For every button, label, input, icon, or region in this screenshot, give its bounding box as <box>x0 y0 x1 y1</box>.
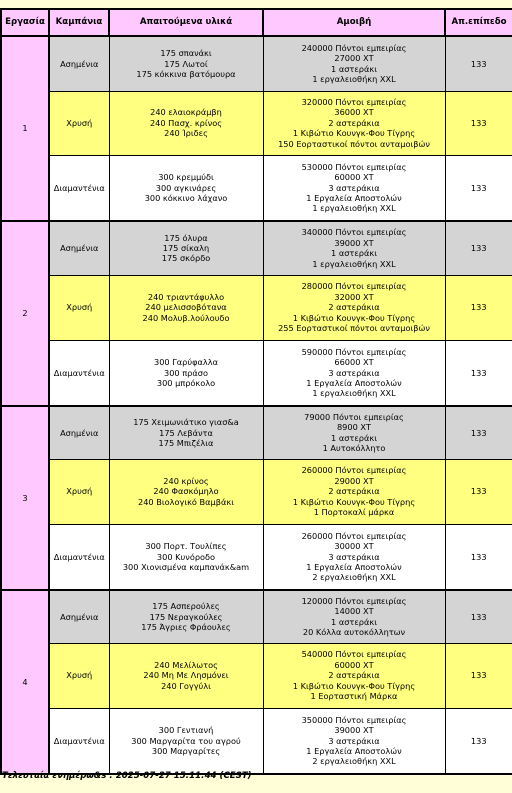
table-row <box>1 91 512 155</box>
reward-cell-line: 1 Εργαλεία Αποστολών <box>306 377 402 388</box>
header-level: Απ.επίπεδο <box>445 9 512 36</box>
table-row <box>1 524 512 590</box>
materials-cell <box>109 36 263 91</box>
campaign-cell: Χρυσή <box>49 91 109 155</box>
materials-cell-line: 175 σπανάκι <box>160 48 212 59</box>
campaign-cell: Ασημένια <box>49 590 109 643</box>
header-materials: Απαιτούμενα υλικά <box>109 9 263 36</box>
reward-cell-line: 255 Εορταστικοί πόντοι ανταμοιβών <box>278 323 430 334</box>
reward-cell-line: 280000 Πόντοι εμπειρίας <box>301 281 407 292</box>
table-row <box>1 643 512 708</box>
reward-cell-line: 29000 ΧΤ <box>334 475 374 486</box>
reward-cell-line: 1 Αυτοκόλλητο <box>322 443 386 454</box>
table-row <box>1 459 512 524</box>
table-row <box>1 275 512 340</box>
reward-cell-line: 39000 ΧΤ <box>334 237 374 248</box>
materials-cell-line: 175 όλυρα <box>164 232 208 243</box>
level-cell: 133 <box>445 459 512 524</box>
materials-cell <box>109 524 263 590</box>
materials-cell <box>109 590 263 643</box>
reward-cell <box>263 459 445 524</box>
materials-cell-line: 300 αγκινάρες <box>155 182 217 193</box>
level-cell: 133 <box>445 221 512 275</box>
reward-cell-line: 1 αστεράκι <box>331 63 377 74</box>
reward-cell <box>263 340 445 406</box>
table-row <box>1 708 512 774</box>
reward-cell-line: 530000 Πόντοι εμπειρίας <box>301 161 407 172</box>
reward-cell-line: 1 Κιβώτιο Κουνγκ-Φου Τίγρης <box>292 312 416 323</box>
table-row <box>1 155 512 221</box>
reward-cell-line: 1 εργαλειοθήκη XXL <box>312 258 396 269</box>
level-cell: 133 <box>445 708 512 774</box>
reward-cell-line: 2 αστεράκια <box>328 670 380 681</box>
materials-cell-line: 240 Πασχ. κρίνος <box>149 117 223 128</box>
materials-cell-line: 300 κρεμμύδι <box>158 172 214 183</box>
last-updated: Τελευταία ενημέρω&s : 2025-07-27 15:11:44 (CEST) <box>2 771 252 781</box>
reward-cell-line: 1 Εργαλεία Αποστολών <box>306 561 402 572</box>
reward-cell-line: 240000 Πόντοι εμπειρίας <box>301 42 407 53</box>
reward-cell-line: 20 Κόλλα αυτοκόλλητων <box>302 627 406 638</box>
table-body <box>1 36 512 774</box>
table-row <box>1 340 512 406</box>
materials-cell-line: 240 μελισσοβότανα <box>145 302 227 313</box>
reward-cell-line: 260000 Πόντοι εμπειρίας <box>301 530 407 541</box>
materials-cell <box>109 155 263 221</box>
reward-cell-line: 8900 ΧΤ <box>336 422 372 433</box>
materials-cell-line: 175 Χειμωνιάτικο γιασ&a <box>133 417 239 428</box>
materials-cell <box>109 275 263 340</box>
reward-cell-line: 3 αστεράκια <box>328 367 380 378</box>
reward-cell <box>263 221 445 275</box>
materials-cell-line: 175 Νεραγκούλες <box>149 611 223 622</box>
reward-cell <box>263 524 445 590</box>
reward-cell-line: 1 αστεράκι <box>331 248 377 259</box>
reward-cell-line: 30000 ΧΤ <box>334 541 374 552</box>
materials-cell-line: 240 Μολυβ.λούλουδο <box>142 312 230 323</box>
materials-cell-line: 300 Γεντιανή <box>158 725 214 736</box>
reward-cell <box>263 36 445 91</box>
reward-cell-line: 590000 Πόντοι εμπειρίας <box>301 346 407 357</box>
reward-cell-line: 2 εργαλειοθήκη XXL <box>312 756 396 767</box>
reward-cell-line: 60000 ΧΤ <box>334 172 374 183</box>
header-reward: Αμοιβή <box>263 9 445 36</box>
reward-cell-line: 2 αστεράκια <box>328 302 380 313</box>
reward-cell <box>263 155 445 221</box>
materials-cell <box>109 643 263 708</box>
table-row <box>1 590 512 643</box>
reward-cell-line: 320000 Πόντοι εμπειρίας <box>301 96 407 107</box>
reward-cell-line: 1 αστεράκι <box>331 432 377 443</box>
reward-cell-line: 1 εργαλειοθήκη XXL <box>312 74 396 85</box>
campaign-cell: Διαμαντένια <box>49 155 109 221</box>
materials-cell <box>109 459 263 524</box>
reward-cell-line: 3 αστεράκια <box>328 182 380 193</box>
campaign-cell: Ασημένια <box>49 36 109 91</box>
reward-cell-line: 540000 Πόντοι εμπειρίας <box>301 649 407 660</box>
materials-cell <box>109 406 263 459</box>
campaign-cell: Ασημένια <box>49 406 109 459</box>
table-row <box>1 36 512 91</box>
materials-cell <box>109 221 263 275</box>
materials-cell-line: 240 Μη Με Λησμόνει <box>143 670 229 681</box>
materials-cell-line: 175 σίκαλη <box>162 243 210 254</box>
reward-cell <box>263 708 445 774</box>
materials-cell-line: 240 Μελίλωτος <box>154 659 218 670</box>
reward-cell <box>263 590 445 643</box>
campaign-table <box>0 8 512 775</box>
reward-cell-line: 340000 Πόντοι εμπειρίας <box>301 227 407 238</box>
reward-cell-line: 1 Κιβώτιο Κουνγκ-Φου Τίγρης <box>292 128 416 139</box>
materials-cell-line: 300 Πορτ. Τουλίπες <box>145 541 227 552</box>
reward-cell-line: 1 Εργαλεία Αποστολών <box>306 192 402 203</box>
materials-cell-line: 240 Ίριδες <box>164 128 208 139</box>
materials-cell-line: 240 ελαιοκράμβη <box>150 107 222 118</box>
level-cell: 133 <box>445 406 512 459</box>
reward-cell-line: 14000 ΧΤ <box>334 606 374 617</box>
level-cell: 133 <box>445 643 512 708</box>
campaign-cell: Χρυσή <box>49 643 109 708</box>
materials-cell <box>109 91 263 155</box>
reward-cell-line: 3 αστεράκια <box>328 735 380 746</box>
materials-cell-line: 300 μπρόκολο <box>156 377 216 388</box>
materials-cell-line: 300 Μαργαρίτες <box>151 745 221 756</box>
materials-cell-line: 300 Μαργαρίτα του αγρού <box>131 735 241 746</box>
reward-cell-line: 350000 Πόντοι εμπειρίας <box>301 714 407 725</box>
campaign-cell: Χρυσή <box>49 459 109 524</box>
reward-cell <box>263 406 445 459</box>
reward-cell-line: 1 Κιβώτιο Κουνγκ-Φου Τίγρης <box>292 496 416 507</box>
reward-cell-line: 2 αστεράκια <box>328 117 380 128</box>
materials-cell <box>109 340 263 406</box>
materials-cell-line: 175 Λωτοί <box>164 58 208 69</box>
materials-cell-line: 300 πράσο <box>164 367 208 378</box>
reward-cell-line: 79000 Πόντοι εμπειρίας <box>304 411 404 422</box>
level-cell: 133 <box>445 275 512 340</box>
materials-cell-line: 300 Γαρύφαλλα <box>153 357 218 368</box>
task-number: 4 <box>1 590 49 774</box>
level-cell: 133 <box>445 524 512 590</box>
reward-cell-line: 1 αστεράκι <box>331 616 377 627</box>
header-campaign: Καμπάνια <box>49 9 109 36</box>
materials-cell <box>109 708 263 774</box>
reward-cell <box>263 91 445 155</box>
materials-cell-line: 300 Χιονισμένα καμπανάκ&am <box>122 561 250 572</box>
table-row <box>1 221 512 275</box>
campaign-cell: Διαμαντένια <box>49 708 109 774</box>
materials-cell-line: 175 Ασπερούλες <box>152 601 220 612</box>
materials-cell-line: 175 κόκκινα βατόμουρα <box>136 68 236 79</box>
level-cell: 133 <box>445 340 512 406</box>
reward-cell-line: 1 Πορτοκαλί μάρκα <box>313 507 395 518</box>
reward-cell-line: 60000 ΧΤ <box>334 659 374 670</box>
campaign-cell: Διαμαντένια <box>49 340 109 406</box>
reward-cell-line: 27000 ΧΤ <box>334 53 374 64</box>
reward-cell-line: 1 Κιβώτιο Κουνγκ-Φου Τίγρης <box>292 680 416 691</box>
materials-cell-line: 175 σκόρδο <box>161 253 211 264</box>
header-task: Εργασία <box>1 9 49 36</box>
level-cell: 133 <box>445 155 512 221</box>
reward-cell-line: 1 εργαλειοθήκη XXL <box>312 388 396 399</box>
reward-cell-line: 2 εργαλειοθήκη XXL <box>312 572 396 583</box>
materials-cell-line: 175 Λεβάντα <box>159 427 213 438</box>
reward-cell-line: 260000 Πόντοι εμπειρίας <box>301 465 407 476</box>
task-number: 3 <box>1 406 49 590</box>
reward-cell-line: 120000 Πόντοι εμπειρίας <box>301 595 407 606</box>
materials-cell-line: 175 Μπιζέλια <box>158 437 214 448</box>
task-number: 2 <box>1 221 49 406</box>
reward-cell-line: 66000 ΧΤ <box>334 357 374 368</box>
reward-cell-line: 3 αστεράκια <box>328 551 380 562</box>
reward-cell-line: 2 αστεράκια <box>328 486 380 497</box>
campaign-cell: Ασημένια <box>49 221 109 275</box>
materials-cell-line: 300 κόκκινο λάχανο <box>144 192 228 203</box>
campaign-cell: Χρυσή <box>49 275 109 340</box>
level-cell: 133 <box>445 590 512 643</box>
level-cell: 133 <box>445 91 512 155</box>
materials-cell-line: 240 Βιολογικό Βαμβάκι <box>138 496 234 507</box>
reward-cell <box>263 643 445 708</box>
reward-cell-line: 36000 ΧΤ <box>334 107 374 118</box>
header-row <box>1 9 512 36</box>
reward-cell-line: 32000 ΧΤ <box>334 291 374 302</box>
materials-cell-line: 300 Κυνόροδο <box>156 551 216 562</box>
materials-cell-line: 175 Άγριες Φράουλες <box>141 621 231 632</box>
level-cell: 133 <box>445 36 512 91</box>
table-row <box>1 406 512 459</box>
materials-cell-line: 240 κρίνος <box>163 475 209 486</box>
materials-cell-line: 240 τριαντάφυλλο <box>147 291 225 302</box>
reward-cell-line: 1 εργαλειοθήκη XXL <box>312 203 396 214</box>
task-number: 1 <box>1 36 49 221</box>
campaign-cell: Διαμαντένια <box>49 524 109 590</box>
materials-cell-line: 240 Γογγύλι <box>161 680 211 691</box>
reward-cell-line: 1 Εργαλεία Αποστολών <box>306 745 402 756</box>
reward-cell <box>263 275 445 340</box>
reward-cell-line: 39000 ΧΤ <box>334 725 374 736</box>
reward-cell-line: 1 Εορταστική Μάρκα <box>310 691 398 702</box>
reward-cell-line: 150 Εορταστικοί πόντοι ανταμοιβών <box>278 138 430 149</box>
materials-cell-line: 240 Φασκόμηλο <box>153 486 219 497</box>
